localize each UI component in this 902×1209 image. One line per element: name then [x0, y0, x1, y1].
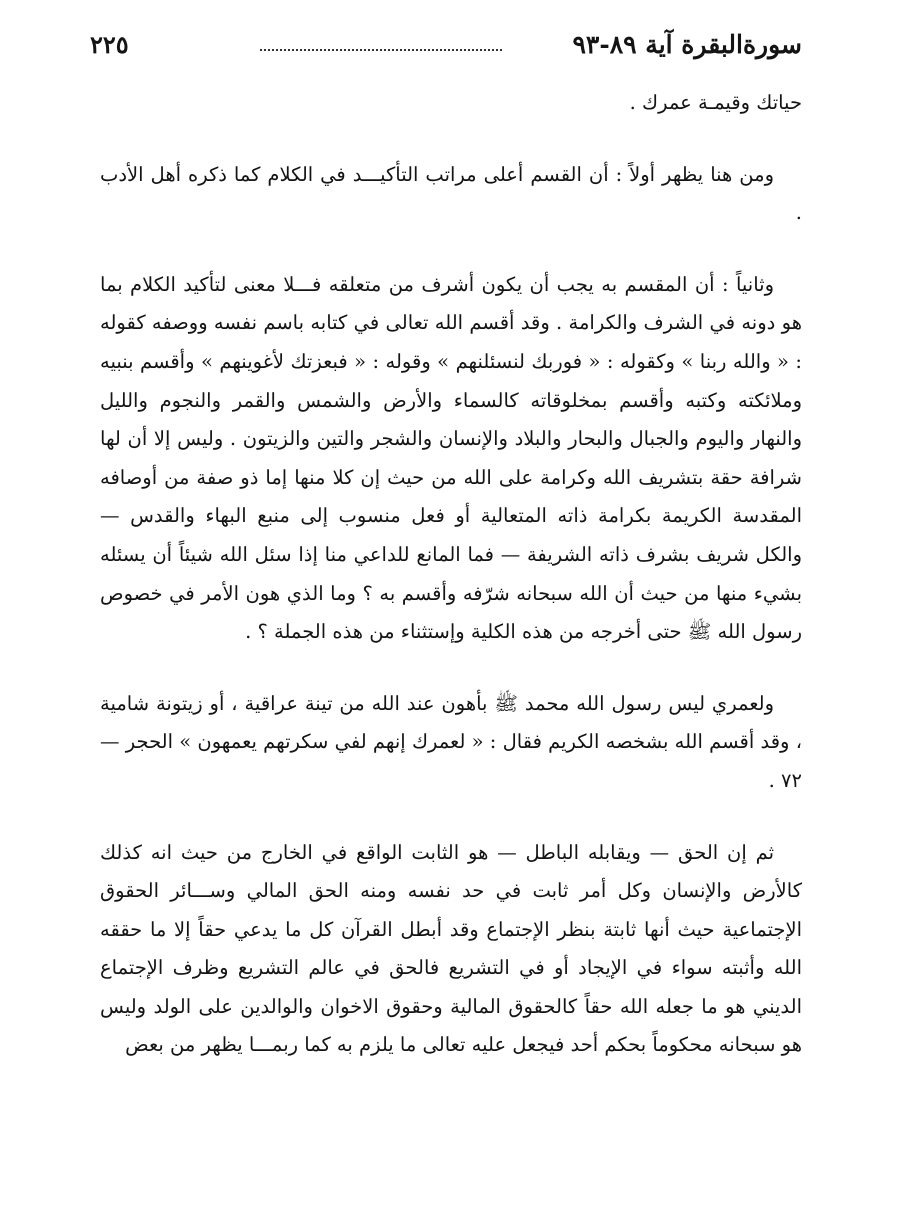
paragraph-3: وثانياً : أن المقسم به يجب أن يكون أشرف من متعلقه فـــلا معنى لتأكيد الكلام بما هو دونه في الشرف والكرامة . وقد أقسم الله تعالى في كتابه باسم نفسه ووصفه كقوله : « والله ربنا » وكقوله : « فوربك لنسئلنهم » وقوله : « فبعزتك لأغوينهم » وأقسم بنبيه وملائكته وكتبه وأقسم بمخلوقاته كالسماء والأرض والشمس والقمر والنجوم والليل والنهار واليوم والجبال والبحار والبلاد والإنسان والشجر والتين والزيتون . وليس إلا أن لها شرافة حقة بتشريف الله وكرامة على الله من حيث إن كلا منها إما ذو صفة من أوصافه المقدسة الكريمة بكرامة ذاته المتعالية أو فعل منسوب إلى منبع البهاء والقدس — والكل شريف بشرف ذاته الشريفة — فما المانع للداعي منا إذا سئل الله شيئاً أن يسئله بشيء منها من حيث أن الله سبحانه شرّفه وأقسم به ؟ وما الذي هون الأمر في خصوص رسول الله ﷺ حتى أخرجه من هذه الكلية وإستثناء من هذه الجملة ؟ .: [100, 272, 802, 644]
page-number: ٢٢٥: [90, 30, 129, 59]
paragraph-gap: [100, 801, 802, 834]
running-title: سورةالبقرة آية ٨٩-٩٣: [572, 30, 802, 59]
page-header: [90, 30, 802, 70]
page-body: [100, 84, 802, 1065]
paragraph-gap: [100, 123, 802, 156]
paragraph-5: ثم إن الحق — ويقابله الباطل — هو الثابت الواقع في الخارج من حيث انه كذلك كالأرض والإنسان وكل أمر ثابت في حد نفسه ومنه الحق المالي وســـائر الحقوق الإجتماعية حيث أنها ثابتة بنظر الإجتماع وقد أبطل القرآن كل ما يدعي حقاً إلا ما حققه الله وأثبته سواء في الإيجاد أو في التشريع فالحق في عالم التشريع وظرف الإجتماع الديني هو ما جعله الله حقاً كالحقوق المالية وحقوق الاخوان والوالدين على الولد وليس هو سبحانه محكوماً بحكم أحد فيجعل عليه تعالى ما يلزم به كما ربمـــا يظهر من بعض: [100, 840, 802, 1057]
paragraph-gap: [100, 233, 802, 266]
paragraph-4: ولعمري ليس رسول الله محمد ﷺ بأهون عند الله من تينة عراقية ، أو زيتونة شامية ، وقد أقسم الله بشخصه الكريم فقال : « لعمرك إنهم لفي سكرتهم يعمهون » الحجر — ٧٢ .: [100, 691, 802, 792]
header-dotted-rule: [260, 49, 502, 51]
paragraph-gap: [100, 652, 802, 685]
paragraph-2: ومن هنا يظهر أولاً : أن القسم أعلى مراتب التأكيـــد في الكلام كما ذكره أهل الأدب .: [100, 162, 802, 225]
paragraph-1: حياتك وقيمـة عمرك .: [629, 91, 802, 114]
